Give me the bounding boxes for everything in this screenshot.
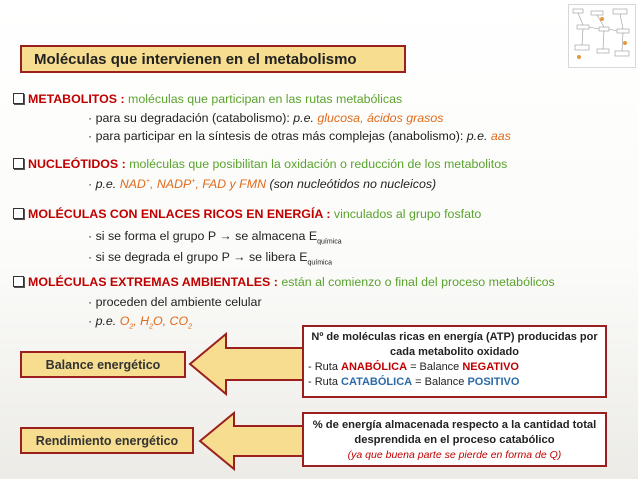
ruta-anabolica-mid: = Balance [407,361,463,373]
ruta-catabolica-mid: = Balance [412,376,468,388]
nucleotidos-line [13,157,507,171]
bullet-icon [13,208,24,219]
nadp-text: , NADP [149,177,192,191]
quimica-sub: química [307,259,332,267]
metabolitos-sub-2-example: aas [487,129,511,143]
ruta-anabolica-value: NEGATIVO [462,361,519,373]
metabolitos-sub-2 [88,129,511,143]
nucleotidos-label: NUCLEÓTIDOS : [28,157,126,171]
enlaces-sub-2-result: se libera E [245,250,308,264]
extremas-line [13,275,555,289]
bullet-icon [13,276,24,287]
metabolitos-sub-1-text: · para su degradación (catabolismo): [88,111,294,125]
metabolitos-line [13,92,402,106]
nucleotidos-desc: moléculas que posibilitan la oxidación o reducción de los metabolitos [125,157,508,171]
ruta-catabolica-prefix: - Ruta [308,376,342,388]
balance-info-box [302,325,607,398]
o2-text: O [119,314,130,328]
rendimiento-info-title: % de energía almacenada respecto a la cantidad total desprendida en el proceso catabólico [312,419,597,446]
enlaces-sub-2 [88,250,332,266]
right-arrow-icon: → [233,250,246,264]
extremas-desc: están al comienzo o final del proceso metabólicos [277,275,555,289]
nad-sup: + [145,177,150,185]
nad-text: NAD [119,177,146,191]
bullet-icon [13,93,24,104]
enlaces-sub-1-result: se almacena E [231,229,318,243]
o2-sub: 2 [129,323,134,331]
h2o-sub: 2 [149,323,153,331]
ruta-anabolica-prefix: - Ruta [308,361,342,373]
bullet-icon [13,158,24,169]
nucleotidos-pe: · p.e. [88,177,120,191]
rendimiento-info-box [302,412,607,467]
page-title: Moléculas que intervienen en el metabolismo [20,45,406,73]
balance-info-title: Nº de moléculas ricas en energía (ATP) producidas por cada metabolito oxidado [311,331,598,358]
quimica-sub: química [317,238,342,246]
metabolitos-sub-2-pe: p.e. [466,129,488,143]
extremas-examples [119,314,192,331]
extremas-label: MOLÉCULAS EXTREMAS AMBIENTALES : [28,275,278,289]
nucleotidos-note: (son nucleótidos no nucleicos) [266,177,437,191]
rendimiento-energetico-box: Rendimiento energético [20,427,194,454]
rendimiento-arrow-icon [198,410,308,472]
metabolitos-sub-1-example: glucosa, ácidos grasos [313,111,444,125]
extremas-pe: · p.e. [88,314,120,328]
co2-sub: 2 [188,323,192,331]
ruta-anabolica-keyword: ANABÓLICA [341,361,408,373]
enlaces-desc: vinculados al grupo fosfato [330,207,482,221]
nucleotidos-sub-1 [88,177,436,191]
ruta-anabolica-row [308,360,601,375]
ruta-catabolica-value: POSITIVO [467,376,520,388]
enlaces-sub-2-text: · si se degrada el grupo P [88,250,234,264]
enlaces-line [13,207,481,221]
enlaces-sub-1 [88,229,342,245]
fad-fmn-text: , FAD y FMN [195,177,267,191]
nucleotidos-examples [120,177,266,191]
right-arrow-icon: → [219,229,232,243]
diagram-icon [569,5,635,67]
nadp-sup: + [191,177,196,185]
ruta-catabolica-keyword: CATABÓLICA [341,376,413,388]
extremas-sub-2 [88,314,192,330]
balance-arrow-icon [188,331,308,397]
enlaces-sub-1-text: · si se forma el grupo P [88,229,220,243]
metabolitos-desc: moléculas que participan en las rutas metabólicas [124,92,403,106]
enlaces-label: MOLÉCULAS CON ENLACES RICOS EN ENERGÍA : [28,207,331,221]
metabolitos-label: METABOLITOS : [28,92,125,106]
ruta-catabolica-row [308,375,601,390]
rendimiento-info-note: (ya que buena parte se pierde en forma de Q) [347,449,562,461]
metabolitos-sub-1 [88,111,443,125]
metabolism-diagram-thumbnail [568,4,636,68]
metabolitos-sub-1-pe: p.e. [293,111,314,125]
balance-energetico-box: Balance energético [20,351,186,378]
extremas-sub-1: · proceden del ambiente celular [88,295,262,309]
h2o-text: , H [133,314,150,328]
co2-text: O, CO [152,314,189,328]
metabolitos-sub-2-text: · para participar en la síntesis de otras más complejas (anabolismo): [88,129,467,143]
